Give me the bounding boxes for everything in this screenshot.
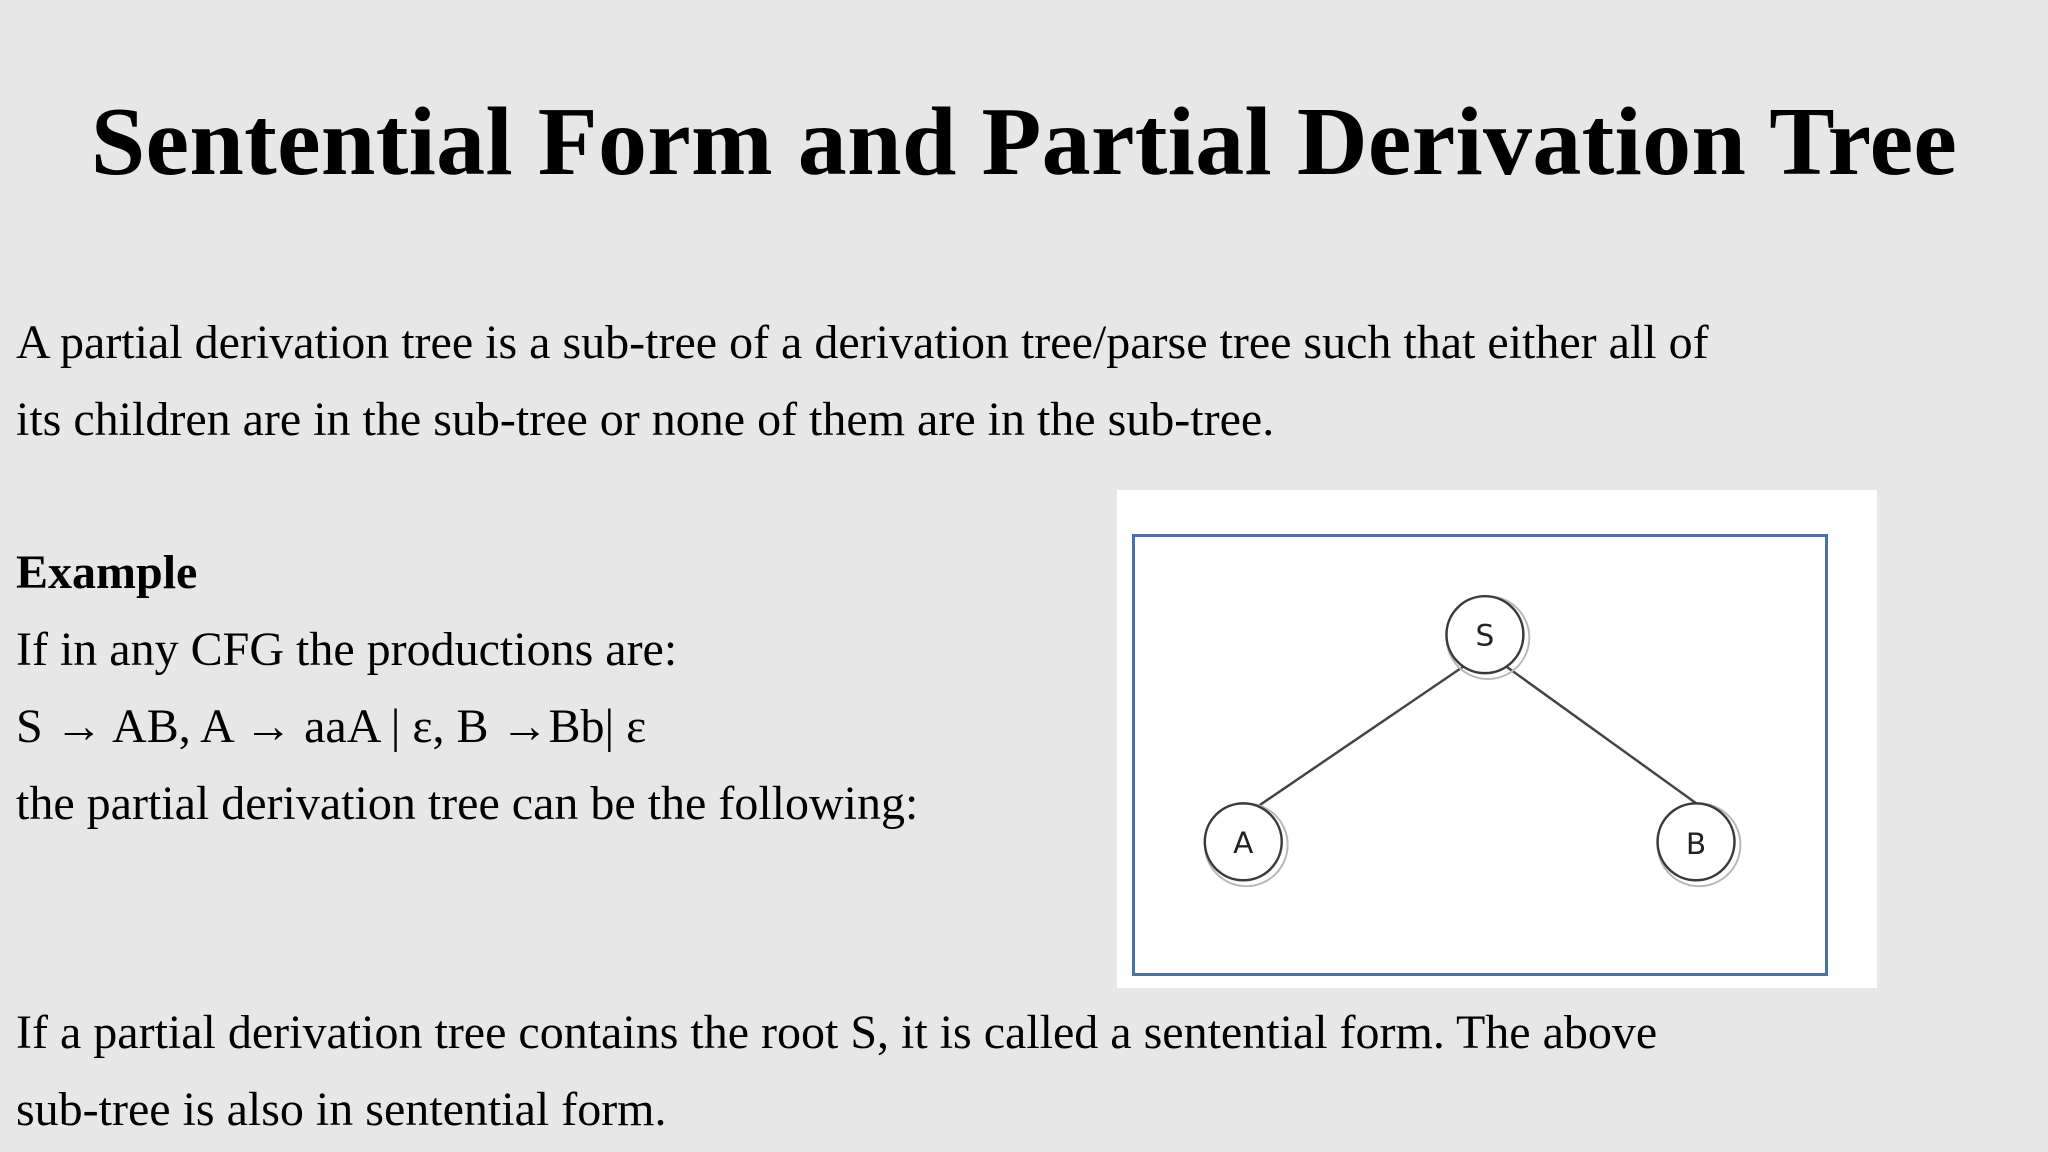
example-heading: Example xyxy=(16,546,198,599)
node-label-s: S xyxy=(1475,618,1495,653)
productions-line: S → AB, A → aaA | ε, B →Bb| ε xyxy=(16,700,647,753)
intro-paragraph xyxy=(16,304,1709,458)
example-block xyxy=(16,534,918,842)
example-line-3: the partial derivation tree can be the following: xyxy=(16,777,919,830)
conclusion-line-1: If a partial derivation tree contains the root S, it is called a sentential form. The above xyxy=(16,1006,1658,1059)
partial-derivation-tree xyxy=(1135,537,1825,973)
tree-node-a xyxy=(1205,803,1288,886)
slide-title: Sentential Form and Partial Derivation Tree xyxy=(90,88,1958,196)
tree-figure-frame xyxy=(1132,534,1828,976)
intro-line-2: its children are in the sub-tree or none of them are in the sub-tree. xyxy=(16,393,1275,446)
tree-figure-panel xyxy=(1117,490,1877,988)
edge-s-a xyxy=(1252,663,1468,810)
intro-line-1: A partial derivation tree is a sub-tree of a derivation tree/parse tree such that either all of xyxy=(16,316,1709,369)
edge-s-b xyxy=(1502,663,1706,810)
example-line-1: If in any CFG the productions are: xyxy=(16,623,678,676)
tree-node-b xyxy=(1658,803,1741,886)
conclusion-line-2: sub-tree is also in sentential form. xyxy=(16,1083,667,1136)
conclusion-paragraph xyxy=(16,994,1657,1148)
tree-node-s xyxy=(1446,596,1529,679)
node-label-b: B xyxy=(1685,826,1707,861)
node-label-a: A xyxy=(1233,825,1254,860)
